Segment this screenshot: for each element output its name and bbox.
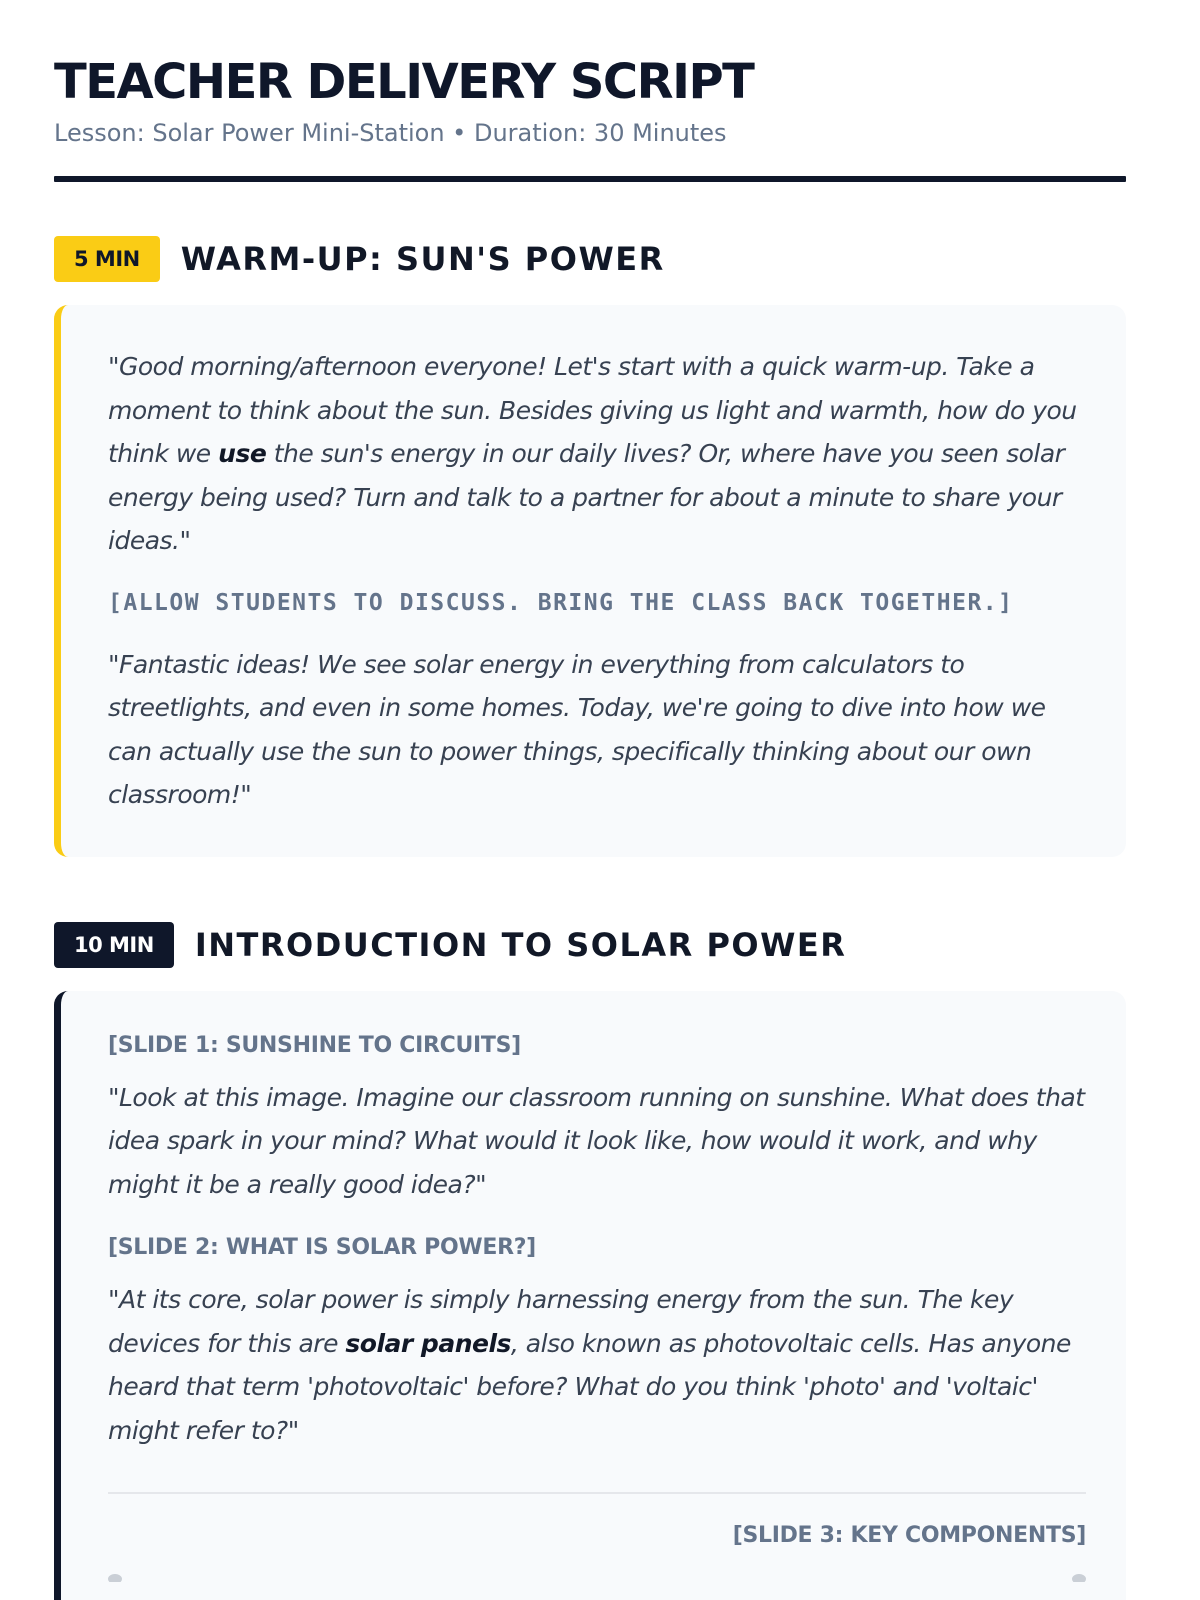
quote-text: "Good morning/afternoon everyone! Let's start with a quick warm-up. Take a moment to think about the sun. Besides giving us light and warmth, how do you think we (108, 352, 1077, 468)
emphasis-text: use (218, 439, 267, 468)
slide-label: [SLIDE 3: KEY COMPONENTS] (732, 1523, 1086, 1548)
emphasis-text: solar panels (345, 1328, 511, 1358)
quote-text: "At its core, solar power is simply harnessing energy from the sun. The key devices for this are (108, 1285, 1014, 1358)
card-divider (108, 1492, 1086, 1494)
section-header-warm-up (54, 235, 1126, 283)
slide-block (108, 1232, 1086, 1452)
time-badge: 10 MIN (54, 922, 174, 968)
slide-label: [SLIDE 2: WHAT IS SOLAR POWER?] (108, 1235, 536, 1260)
teacher-quote (108, 1278, 1086, 1452)
teacher-quote (108, 345, 1086, 563)
stage-direction: [ALLOW STUDENTS TO DISCUSS. BRING THE CLASS BACK TOGETHER.] (108, 589, 1014, 616)
section-header-introduction (54, 921, 1126, 969)
quote-text: , also known as photovoltaic cells. Has anyone heard that term 'photovoltaic' before? What do you think 'photo' and 'voltaic' might refer to?" (108, 1328, 1071, 1445)
page-title: TEACHER DELIVERY SCRIPT (54, 54, 754, 110)
quote-text: the sun's energy in our daily lives? Or, where have you seen solar energy being used? Turn and talk to a partner for about a minute to share your ideas." (108, 439, 1065, 555)
script-card-warm-up (54, 305, 1126, 857)
lesson-subtitle: Lesson: Solar Power Mini-Station • Duration: 30 Minutes (54, 119, 727, 147)
teacher-quote: "Fantastic ideas! We see solar energy in everything from calculators to streetlights, and even in some homes. Today, we're going to dive into how we can actually use the sun to power things, specifically thinking about our own classroom!" (108, 649, 1046, 809)
slide-label: [SLIDE 1: SUNSHINE TO CIRCUITS] (108, 1032, 521, 1058)
script-card-introduction (54, 991, 1126, 1600)
time-badge: 5 MIN (54, 236, 160, 282)
header-divider (54, 176, 1126, 182)
section-title: WARM-UP: SUN'S POWER (180, 240, 665, 278)
teacher-quote: "Look at this image. Imagine our classroom running on sunshine. What does that idea spark in your mind? What would it look like, how would it work, and why might it be a really good idea?" (108, 1082, 1085, 1199)
slide-block (108, 1030, 1086, 1207)
document-header (54, 0, 1126, 182)
truncated-content (108, 1566, 1086, 1582)
section-title: INTRODUCTION TO SOLAR POWER (194, 925, 847, 964)
